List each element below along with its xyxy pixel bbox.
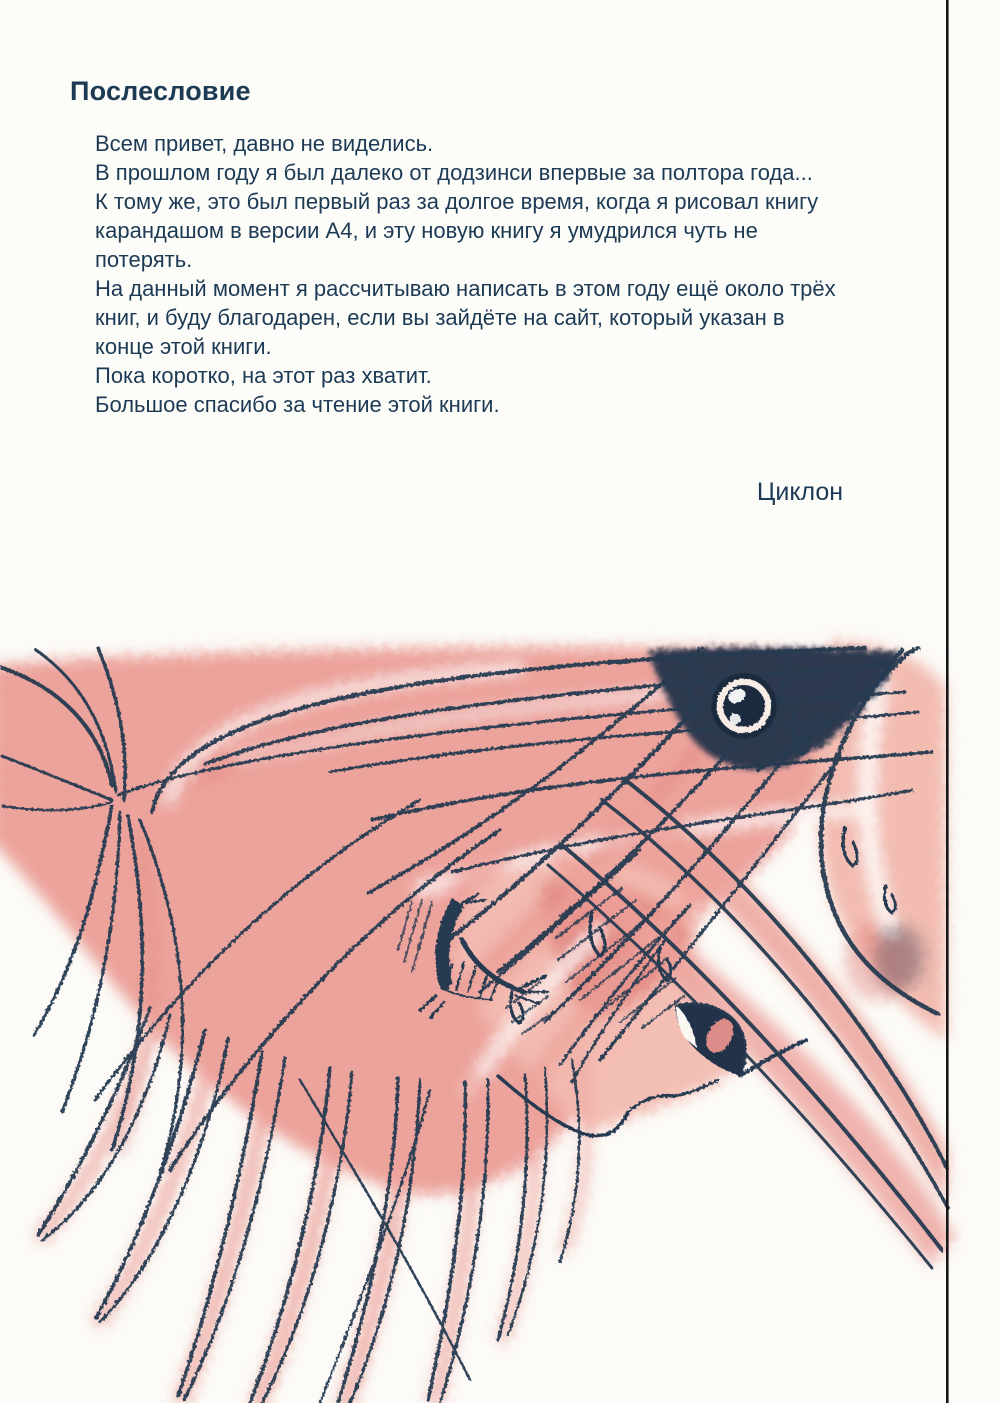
earring (714, 676, 774, 736)
afterword-paragraph (95, 129, 925, 419)
afterword-line: потерять. (95, 247, 193, 272)
afterword-line: Пока коротко, на этот раз хватит. (95, 363, 432, 388)
afterword-line: карандашом в версии А4, и эту новую книгу я умудрился чуть не (95, 218, 758, 243)
afterword-text-block (0, 0, 1000, 620)
page-title: Послесловие (70, 76, 251, 106)
afterword-line: конце этой книги. (95, 334, 272, 359)
afterword-line: В прошлом году я был далеко от додзинси впервые за полтора года... (95, 160, 813, 185)
afterword-line: К тому же, это был первый раз за долгое время, когда я рисовал книгу (95, 189, 819, 214)
afterword-line: На данный момент я рассчитываю написать в этом году ещё около трёх (95, 276, 836, 301)
author-signature: Циклон (756, 478, 844, 506)
afterword-line: книг, и буду благодарен, если вы зайдёте на сайт, который указан в (95, 305, 785, 330)
afterword-line: Всем привет, давно не виделись. (95, 131, 434, 156)
afterword-line: Большое спасибо за чтение этой книги. (95, 392, 500, 417)
